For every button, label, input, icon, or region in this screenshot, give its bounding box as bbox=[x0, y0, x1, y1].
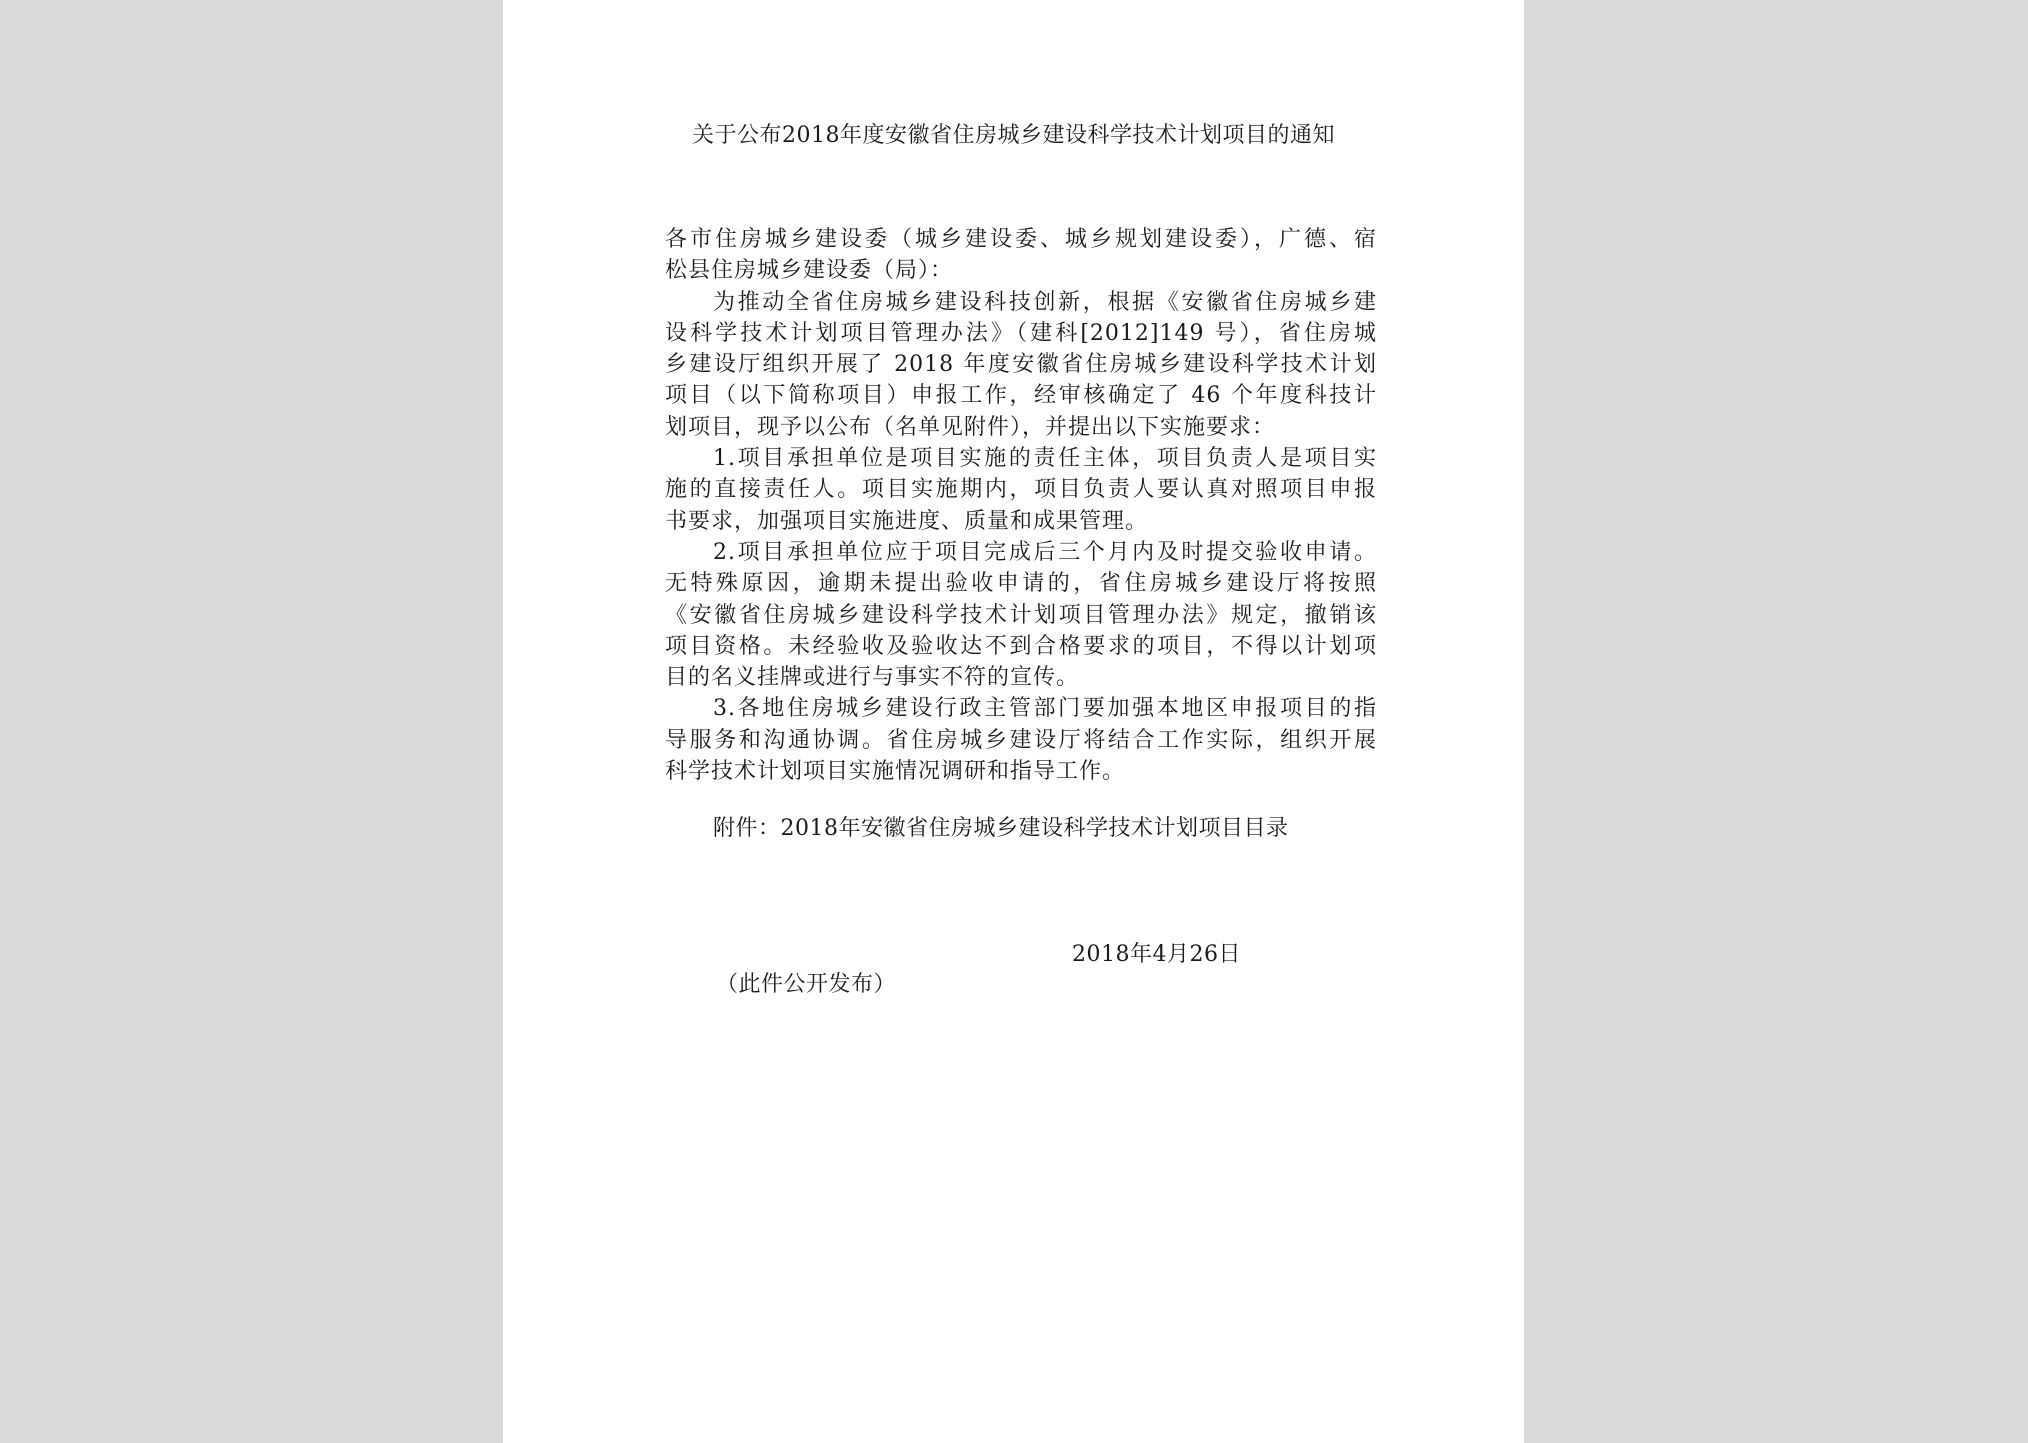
paragraph-line: 3.各地住房城乡建设行政主管部门要加强本地区申报项目的指 bbox=[713, 696, 1377, 722]
paragraph-line: 书要求，加强项目实施进度、质量和成果管理。 bbox=[665, 508, 1149, 534]
document-body bbox=[665, 224, 1377, 787]
paragraph-line: 1.项目承担单位是项目实施的责任主体，项目负责人是项目实 bbox=[713, 446, 1377, 472]
document-title: 关于公布2018年度安徽省住房城乡建设科学技术计划项目的通知 bbox=[692, 123, 1335, 148]
paragraph-line: 设科学技术计划项目管理办法》（建科[2012]149 号），省住房城 bbox=[665, 320, 1377, 346]
public-release-note: （此件公开发布） bbox=[716, 972, 897, 997]
issue-date: 2018年4月26日 bbox=[1072, 942, 1241, 967]
paragraph-line: 无特殊原因，逾期未提出验收申请的，省住房城乡建设厅将按照 bbox=[665, 571, 1377, 597]
document-page bbox=[503, 0, 1524, 1443]
paragraph-line: 科学技术计划项目实施情况调研和指导工作。 bbox=[665, 759, 1126, 785]
paragraph-line: 目的名义挂牌或进行与事实不符的宣传。 bbox=[665, 665, 1080, 691]
paragraph-line: 2.项目承担单位应于项目完成后三个月内及时提交验收申请。 bbox=[713, 539, 1377, 565]
attachment-note: 附件：2018年安徽省住房城乡建设科学技术计划项目目录 bbox=[713, 816, 1289, 841]
paragraph-line: 为推动全省住房城乡建设科技创新，根据《安徽省住房城乡建 bbox=[713, 289, 1377, 315]
paragraph-line: 乡建设厅组织开展了 2018 年度安徽省住房城乡建设科学技术计划 bbox=[665, 352, 1377, 378]
paragraph-line: 《安徽省住房城乡建设科学技术计划项目管理办法》规定，撤销该 bbox=[665, 602, 1377, 628]
paragraph-line: 施的直接责任人。项目实施期内，项目负责人要认真对照项目申报 bbox=[665, 477, 1377, 503]
paragraph-line: 项目（以下简称项目）申报工作，经审核确定了 46 个年度科技计 bbox=[665, 383, 1377, 409]
paragraph-line: 导服务和沟通协调。省住房城乡建设厅将结合工作实际，组织开展 bbox=[665, 727, 1377, 753]
paragraph-line: 划项目，现予以公布（名单见附件），并提出以下实施要求： bbox=[665, 414, 1276, 440]
paragraph-line: 松县住房城乡建设委（局）： bbox=[665, 258, 954, 284]
paragraph-line: 项目资格。未经验收及验收达不到合格要求的项目，不得以计划项 bbox=[665, 633, 1377, 659]
paragraph-line: 各市住房城乡建设委（城乡建设委、城乡规划建设委），广德、宿 bbox=[665, 227, 1377, 252]
